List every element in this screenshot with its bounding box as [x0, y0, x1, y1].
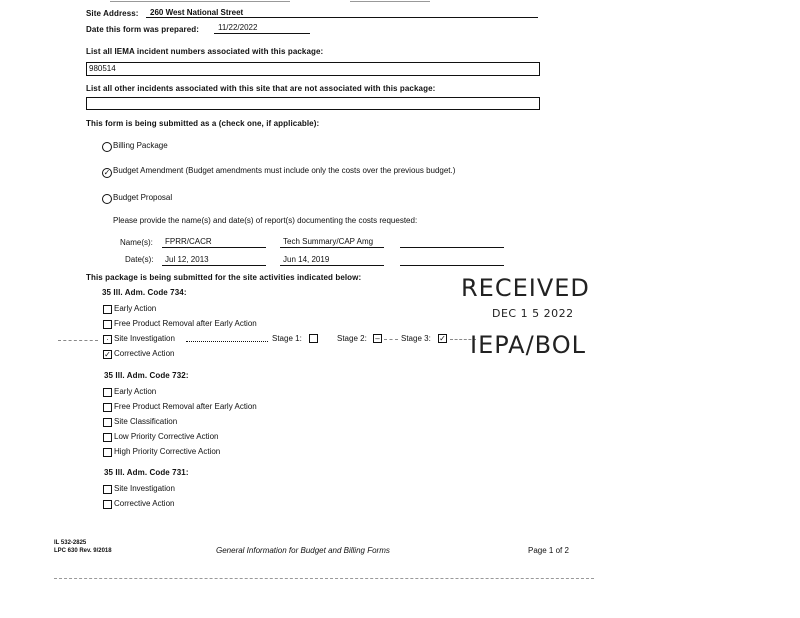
report-name-1-underline: [162, 247, 266, 248]
code-734-early-action-checkbox[interactable]: [103, 305, 112, 314]
billing-package-radio[interactable]: [102, 142, 112, 152]
site-address-value: 260 West National Street: [150, 8, 244, 17]
date-prepared-label: Date this form was prepared:: [86, 25, 200, 34]
code-732-early-action-label: Early Action: [114, 387, 157, 396]
code-731-site-investigation-label: Site Investigation: [114, 484, 175, 493]
leader-dots: [186, 341, 268, 342]
received-stamp-title: RECEIVED: [461, 274, 590, 302]
scan-artifact-line: [350, 1, 430, 2]
scan-artifact-line: [54, 578, 594, 579]
report-date-1: Jul 12, 2013: [165, 255, 209, 264]
form-id-2: LPC 630 Rev. 9/2018: [54, 548, 112, 554]
code-734-title: 35 Ill. Adm. Code 734:: [102, 288, 187, 297]
report-date-2-underline: [280, 265, 384, 266]
budget-amendment-label: Budget Amendment (Budget amendments must include only the costs over the previous budget.): [113, 166, 456, 175]
report-date-2: Jun 14, 2019: [283, 255, 330, 264]
report-date-1-underline: [162, 265, 266, 266]
code-732-site-classification-label: Site Classification: [114, 417, 178, 426]
code-734-site-investigation-checkbox[interactable]: ·: [103, 335, 112, 344]
iema-label: List all IEMA incident numbers associated with this package:: [86, 47, 324, 56]
budget-proposal-label: Budget Proposal: [113, 193, 173, 202]
date-prepared-value: 11/22/2022: [218, 23, 258, 32]
code-734-site-investigation-label: Site Investigation: [114, 334, 175, 343]
code-731-corrective-action-checkbox[interactable]: [103, 500, 112, 509]
code-732-title: 35 Ill. Adm. Code 732:: [104, 371, 189, 380]
footer-title: General Information for Budget and Billing Forms: [216, 546, 390, 555]
stage-2-checkbox[interactable]: –: [373, 334, 382, 343]
code-732-free-product-checkbox[interactable]: [103, 403, 112, 412]
other-incidents-field[interactable]: [86, 97, 540, 110]
received-stamp-agency: IEPA/BOL: [470, 331, 586, 359]
billing-package-label: Billing Package: [113, 141, 168, 150]
code-732-low-priority-checkbox[interactable]: [103, 433, 112, 442]
stage-3-label: Stage 3:: [401, 334, 431, 343]
iema-field[interactable]: 980514: [86, 62, 540, 76]
page-number: Page 1 of 2: [528, 546, 569, 555]
code-731-site-investigation-checkbox[interactable]: [103, 485, 112, 494]
reports-instruction: Please provide the name(s) and date(s) of report(s) documenting the costs requested:: [113, 216, 418, 225]
report-names-label: Name(s):: [120, 238, 153, 247]
stage-3-checkbox[interactable]: ✓: [439, 334, 446, 343]
report-date-3-underline: [400, 265, 504, 266]
code-734-corrective-action-label: Corrective Action: [114, 349, 175, 358]
code-734-early-action-label: Early Action: [114, 304, 157, 313]
scan-artifact-line: [110, 1, 290, 2]
report-dates-label: Date(s):: [125, 255, 154, 264]
code-732-early-action-checkbox[interactable]: [103, 388, 112, 397]
site-address-underline: [146, 17, 538, 18]
submission-type-label: This form is being submitted as a (check one, if applicable):: [86, 119, 320, 128]
code-732-site-classification-checkbox[interactable]: [103, 418, 112, 427]
code-731-corrective-action-label: Corrective Action: [114, 499, 175, 508]
stage-1-label: Stage 1:: [272, 334, 302, 343]
code-734-free-product-checkbox[interactable]: [103, 320, 112, 329]
code-731-title: 35 Ill. Adm. Code 731:: [104, 468, 189, 477]
report-name-2-underline: [280, 247, 384, 248]
date-prepared-underline: [214, 33, 310, 34]
report-name-2: Tech Summary/CAP Amg: [283, 237, 374, 246]
report-name-1: FPRR/CACR: [165, 237, 212, 246]
form-id-1: IL 532-2825: [54, 540, 87, 546]
report-name-3-underline: [400, 247, 504, 248]
activities-label: This package is being submitted for the site activities indicated below:: [86, 273, 362, 282]
stage-2-label: Stage 2:: [337, 334, 367, 343]
code-734-free-product-label: Free Product Removal after Early Action: [114, 319, 257, 328]
received-stamp-date: DEC 1 5 2022: [492, 307, 574, 320]
code-732-high-priority-label: High Priority Corrective Action: [114, 447, 221, 456]
stage-1-checkbox[interactable]: [309, 334, 318, 343]
site-address-label: Site Address:: [86, 9, 139, 18]
scan-artifact-line: [58, 340, 98, 341]
scan-artifact-line: [384, 339, 398, 340]
code-734-corrective-action-checkbox[interactable]: ✓: [104, 350, 111, 359]
code-732-low-priority-label: Low Priority Corrective Action: [114, 432, 219, 441]
budget-amendment-radio[interactable]: ✓: [103, 168, 111, 177]
other-incidents-label: List all other incidents associated with this site that are not associated with this package:: [86, 84, 436, 93]
code-732-high-priority-checkbox[interactable]: [103, 448, 112, 457]
budget-proposal-radio[interactable]: [102, 194, 112, 204]
code-732-free-product-label: Free Product Removal after Early Action: [114, 402, 257, 411]
